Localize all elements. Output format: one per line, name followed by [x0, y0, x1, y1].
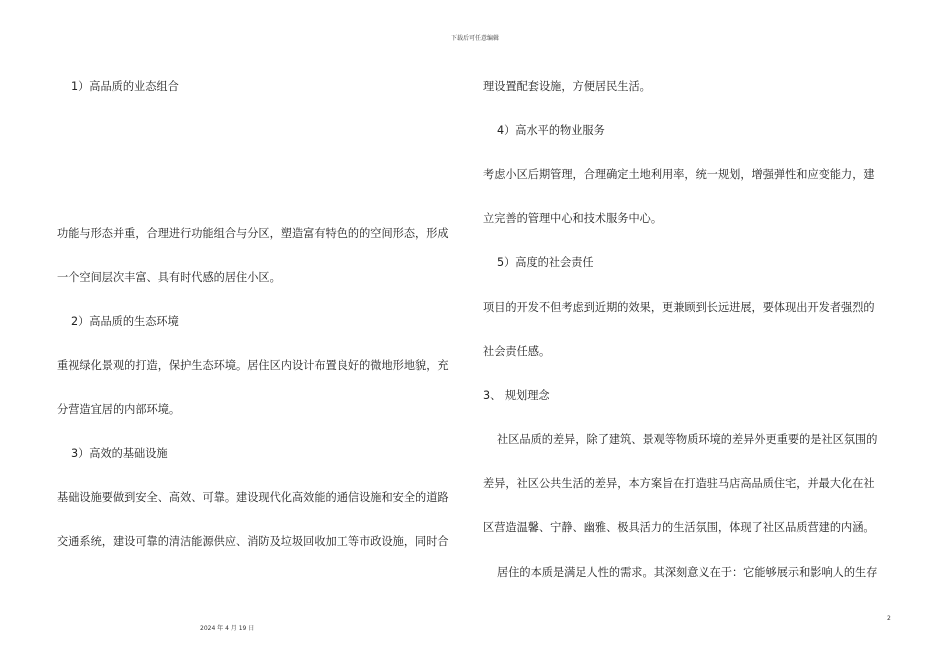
heading-infrastructure: 3）高效的基础设施 [71, 447, 168, 460]
heading-social-responsibility: 5）高度的社会责任 [497, 256, 594, 269]
paragraph-line: 立完善的管理中心和技术服务中心。 [483, 212, 663, 225]
paragraph-line: 一个空间层次丰富、具有时代感的居住小区。 [57, 271, 281, 284]
paragraph-line: 差异，社区公共生活的差异，本方案旨在打造驻马店高品质住宅，并最大化在社 [483, 477, 875, 490]
paragraph-line: 区营造温馨、宁静、幽雅、极具活力的生活氛围，体现了社区品质营建的内涵。 [483, 521, 875, 534]
footer-date: 2024 年 4 月 19 日 [200, 625, 255, 632]
section-title-planning-concept: 3、 规划理念 [483, 389, 550, 402]
paragraph-line: 社会责任感。 [483, 345, 551, 358]
paragraph-line: 社区品质的差异，除了建筑、景观等物质环境的差异外更重要的是社区氛围的 [497, 433, 878, 446]
paragraph-line: 分营造宜居的内部环境。 [57, 403, 181, 416]
paragraph-line: 理设置配套设施，方便居民生活。 [483, 80, 651, 93]
page-number: 2 [887, 615, 891, 622]
paragraph-line: 基础设施要做到安全、高效、可靠。建设现代化高效能的通信设施和安全的道路 [57, 491, 449, 504]
paragraph-line: 重视绿化景观的打造，保护生态环境。居住区内设计布置良好的微地形地貌，充 [57, 359, 449, 372]
page-header: 下载后可任意编辑 [450, 35, 499, 42]
paragraph-line: 考虑小区后期管理，合理确定土地利用率，统一规划，增强弹性和应变能力，建 [483, 168, 875, 181]
heading-business-mix: 1）高品质的业态组合 [71, 80, 179, 93]
heading-property-service: 4）高水平的物业服务 [497, 124, 605, 137]
heading-ecology: 2）高品质的生态环境 [71, 315, 179, 328]
paragraph-line: 交通系统，建设可靠的清洁能源供应、消防及垃圾回收加工等市政设施，同时合 [57, 535, 449, 548]
paragraph-line: 项目的开发不但考虑到近期的效果，更兼顾到长远进展，要体现出开发者强烈的 [483, 301, 875, 314]
paragraph-line: 功能与形态并重，合理进行功能组合与分区，塑造富有特色的的空间形态，形成 [57, 227, 449, 240]
paragraph-line: 居住的本质是满足人性的需求。其深刻意义在于：它能够展示和影响人的生存 [497, 566, 878, 579]
